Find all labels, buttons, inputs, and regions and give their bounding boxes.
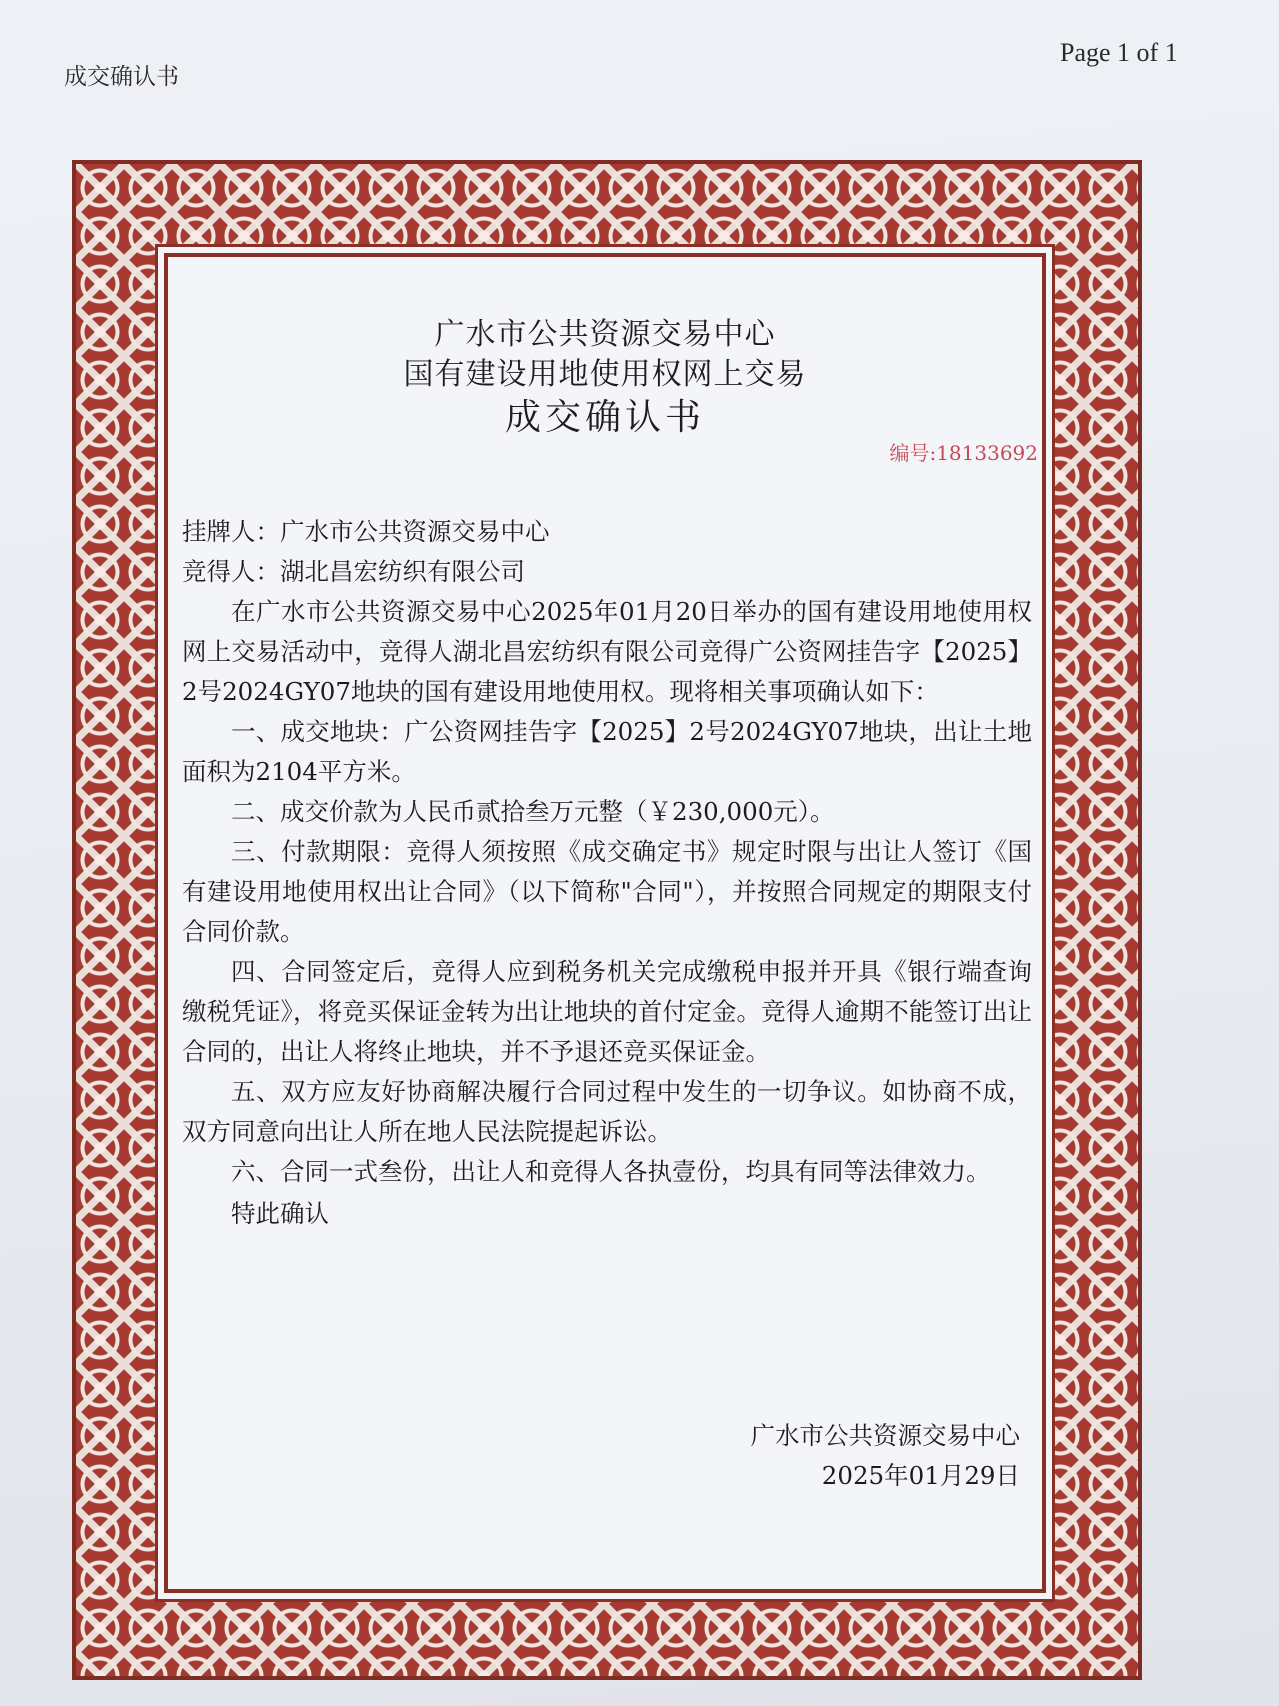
clause-1: 一、成交地块：广公资网挂告字【2025】2号2024GY07地块，出让土地面积为2104平方米。: [182, 717, 1032, 786]
issuer-signature: 广水市公共资源交易中心: [750, 1421, 1020, 1450]
print-header-title: 成交确认书: [64, 64, 179, 90]
lister-line: 挂牌人：广水市公共资源交易中心: [182, 517, 550, 546]
winner-line: 竞得人：湖北昌宏纺织有限公司: [182, 557, 525, 586]
intro-paragraph: 在广水市公共资源交易中心2025年01月20日举办的国有建设用地使用权网上交易活动中，竞得人湖北昌宏纺织有限公司竞得广公资网挂告字【2025】2号2024GY07地块的国有建设用地使用权。现将相关事项确认如下：: [182, 597, 1032, 706]
serial-number: 编号:18133692: [889, 441, 1038, 465]
print-header-page-number: Page 1 of 1: [1060, 38, 1178, 67]
decorative-border-frame: [72, 160, 1142, 1680]
clause-5: 五、双方应友好协商解决履行合同过程中发生的一切争议。如协商不成，双方同意向出让人所在地人民法院提起诉讼。: [182, 1077, 1032, 1146]
document-title: 成交确认书: [504, 397, 705, 438]
clause-4: 四、合同签定后，竞得人应到税务机关完成缴税申报并开具《银行端查询缴税凭证》，将竞买保证金转为出让地块的首付定金。竞得人逾期不能签订出让合同的，出让人将终止地块，并不予退还竞买保证金。: [182, 957, 1032, 1066]
transaction-type-title: 国有建设用地使用权网上交易: [403, 357, 807, 392]
clause-3: 三、付款期限：竞得人须按照《成交确定书》规定时限与出让人签订《国有建设用地使用权出让合同》（以下简称"合同"），并按照合同规定的期限支付合同价款。: [182, 837, 1032, 946]
issuer-title: 广水市公共资源交易中心: [434, 317, 776, 352]
certificate-content-area: [168, 257, 1042, 1589]
issue-date: 2025年01月29日: [821, 1461, 1020, 1490]
closing-statement: 特此确认: [231, 1199, 329, 1228]
certificate-body: [182, 512, 1032, 1234]
clause-6: 六、合同一式叁份，出让人和竞得人各执壹份，均具有同等法律效力。: [231, 1157, 991, 1186]
clause-2: 二、成交价款为人民币贰拾叁万元整（￥230,000元）。: [231, 797, 835, 826]
